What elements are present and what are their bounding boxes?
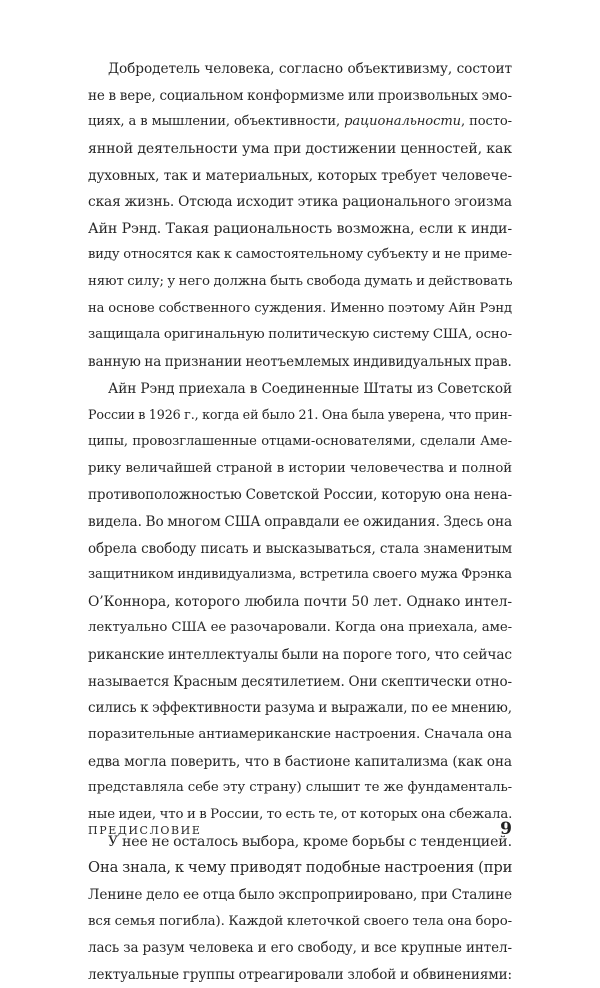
text-line: России в 1926 г., когда ей было 21. Она была уверена, что прин- [88, 407, 512, 423]
text-line: Айн Рэнд. Такая рациональность возможна, если к инди- [88, 220, 512, 237]
text-line: Добродетель человека, согласно объективизму, состоит [108, 61, 512, 77]
text-line: на основе собственного суждения. Именно поэтому Айн Рэнд [88, 300, 512, 316]
text-line: едва могла поверить, что в бастионе капитализма (как она [88, 753, 512, 770]
text-line: У нее не осталось выбора, кроме борьбы с тенденцией. [108, 833, 512, 850]
text-line: О’Коннора, которого любила почти 50 лет. Однако интел- [88, 593, 512, 610]
text-line: вся семья погибла). Каждой клеточкой своего тела она боро- [88, 913, 512, 929]
body-text [88, 56, 512, 988]
text-line: противоположностью Советской России, которую она нена- [88, 487, 512, 504]
text-line: рику величайшей страной в истории человечества и полной [88, 460, 512, 476]
text-line: Она знала, к чему приводят подобные настроения (при [88, 859, 513, 877]
text-line: лектуально США ее разочаровали. Когда она приехала, аме- [88, 620, 512, 636]
text-line: Айн Рэнд приехала в Соединенные Штаты из Советской [108, 380, 512, 397]
text-line: представляла себе эту страну) слышит те же фундаменталь- [88, 780, 512, 796]
text-line: лектуальные группы отреагировали злобой и обвинениями: [88, 966, 512, 983]
text-line: защитником индивидуализма, встретила своего мужа Фрэнка [88, 567, 512, 583]
text-line: виду относятся как к самостоятельному субъекту и не приме- [88, 247, 512, 263]
text-line: обрела свободу писать и высказываться, стала знаменитым [88, 540, 512, 557]
text-line: ванную на признании неотъемлемых индивидуальных прав. [88, 354, 512, 371]
text-line: называется Красным десятилетием. Они скептически отно- [88, 673, 512, 690]
text-line: риканские интеллектуалы были на пороге того, что сейчас [88, 647, 512, 664]
text-line: ципы, провозглашенные отцами-основателями, сделали Аме- [88, 433, 512, 449]
text-line: няют силу; у него должна быть свобода думать и действовать [88, 274, 513, 290]
text-line: видела. Во многом США оправдали ее ожидания. Здесь она [88, 513, 513, 530]
text-line: не в вере, социальном конформизме или произвольных эмо- [88, 87, 512, 104]
text-line: сились к эффективности разума и выражали, по ее мнению, [88, 700, 512, 717]
running-head: ПРЕДИСЛОВИЕ [88, 824, 202, 837]
text-line: Ленине дело ее отца было экспроприировано, при Сталине [88, 886, 512, 903]
page-number: 9 [500, 819, 512, 839]
text-line: защищала оригинальную политическую систему США, осно- [88, 327, 512, 343]
text-line: ные идеи, что и в России, то есть те, от которых она сбежала. [88, 806, 513, 822]
text-line: циях, а в мышлении, объективности, рациональности, посто- [88, 114, 512, 130]
text-line: поразительные антиамериканские настроения. Сначала она [88, 727, 512, 743]
text-line: духовных, так и материальных, которых требует человече- [88, 167, 512, 184]
text-line: лась за разум человека и его свободу, и все крупные интел- [88, 940, 512, 957]
emphasis: рациональности [344, 114, 461, 130]
text-line: янной деятельности ума при достижении ценностей, как [88, 140, 512, 157]
text-line: ская жизнь. Отсюда исходит этика рационального эгоизма [88, 194, 512, 211]
